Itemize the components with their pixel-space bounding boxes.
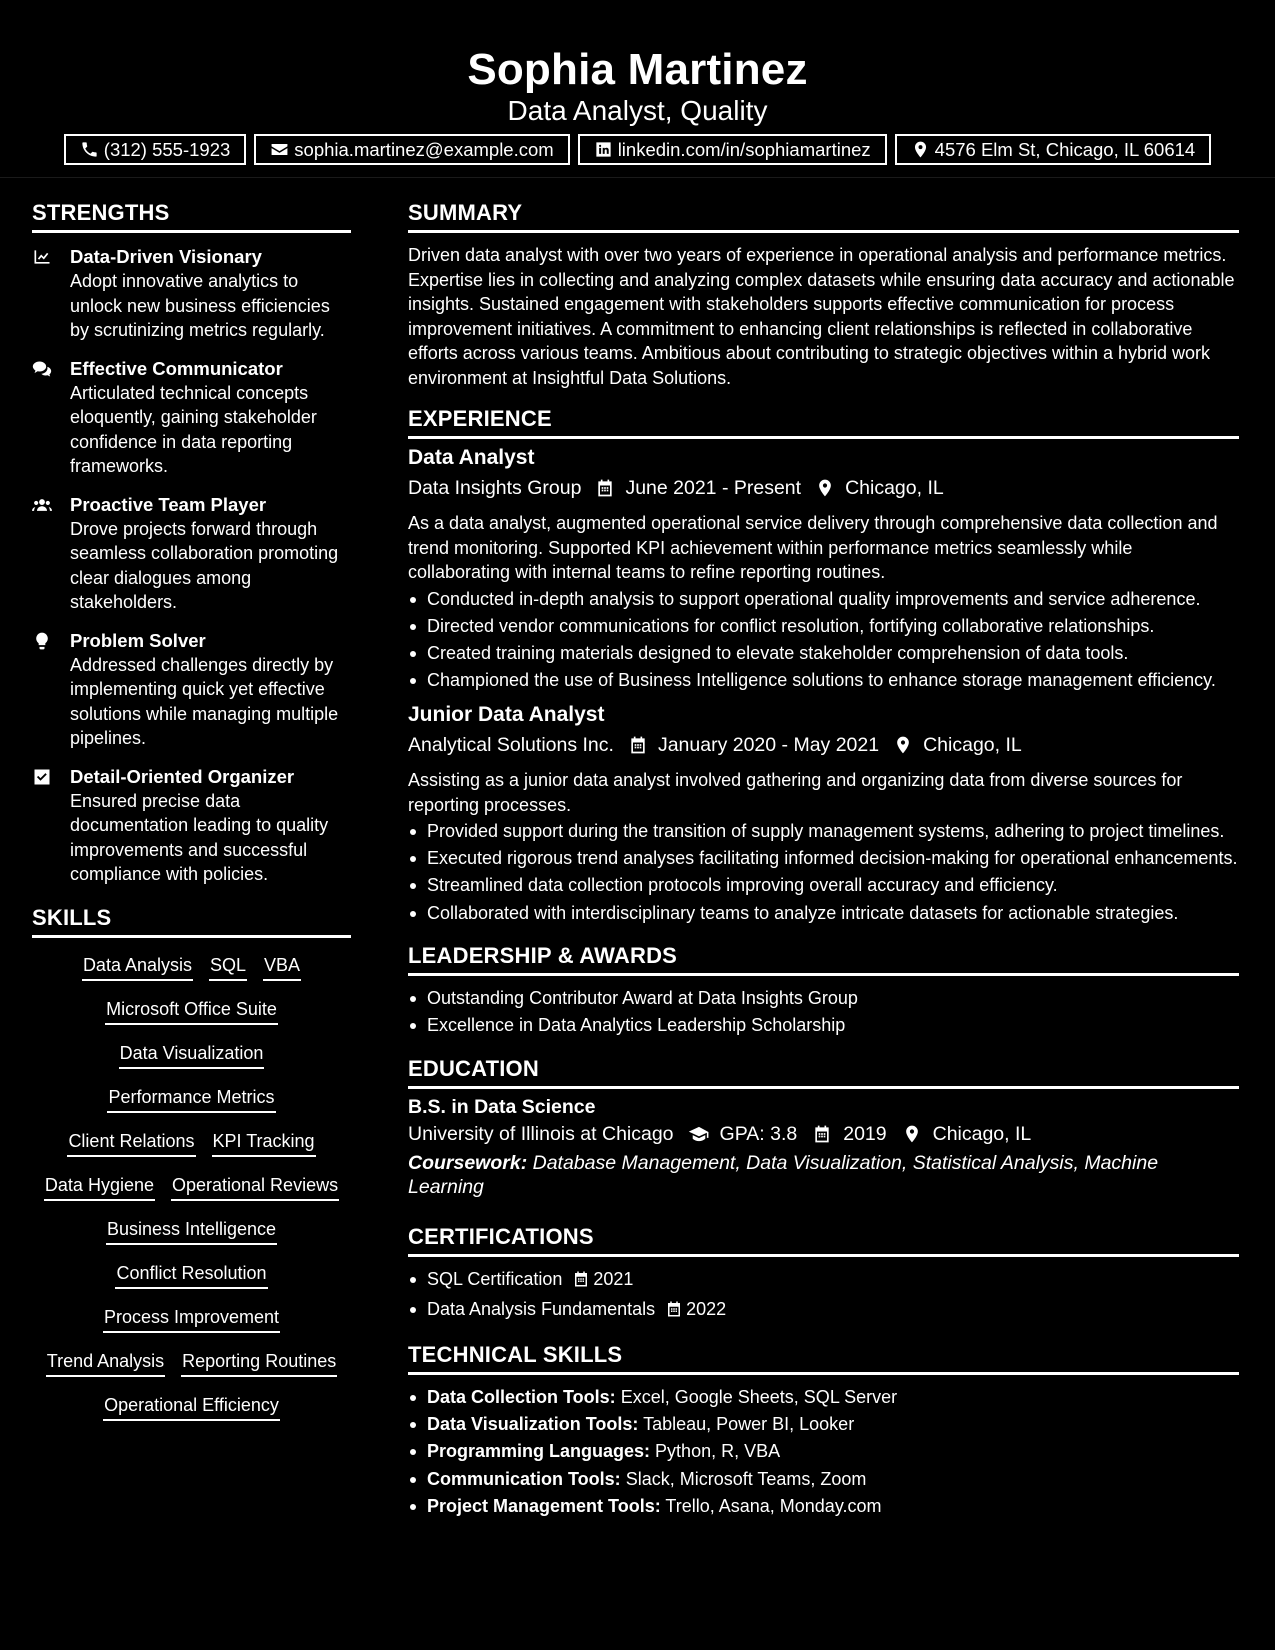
contact-bar: [0, 134, 1275, 165]
calendar-icon: [665, 1300, 683, 1318]
tech-value: Trello, Asana, Monday.com: [665, 1495, 882, 1516]
linkedin-text: linkedin.com/in/sophiamartinez: [617, 138, 871, 160]
graduation-year: 2019: [843, 1122, 887, 1145]
list-item: [408, 1439, 1239, 1464]
phone-text: (312) 555-1923: [103, 138, 231, 160]
school-name: University of Illinois at Chicago: [408, 1122, 674, 1145]
contact-phone[interactable]: [64, 134, 247, 165]
certifications-heading: CERTIFICATIONS: [408, 1220, 1239, 1257]
summary-section: [408, 196, 1239, 390]
list-item: [408, 1297, 1239, 1325]
chart-line-icon: [32, 247, 52, 267]
strength-desc: Drove projects forward through seamless collaboration promoting clear dialogues among stakeholders.: [70, 518, 339, 612]
list-item: Conducted in-depth analysis to support operational quality improvements and service adherence.: [408, 587, 1239, 612]
strength-desc: Adopt innovative analytics to unlock new business efficiencies by scrutinizing metrics regularly.: [70, 271, 330, 340]
tech-label: Project Management Tools:: [427, 1495, 661, 1516]
list-item: [408, 1494, 1239, 1519]
job-description: Assisting as a junior data analyst involved gathering and organizing data from diverse sources for reporting processes.: [408, 770, 1183, 815]
strengths-list: [32, 243, 351, 887]
leadership-heading: LEADERSHIP & AWARDS: [408, 939, 1239, 976]
candidate-title: Data Analyst, Quality: [507, 95, 768, 126]
location-pin-icon: [901, 1124, 923, 1144]
lightbulb-icon: [32, 631, 52, 651]
check-square-icon: [32, 767, 52, 787]
list-item: Excellence in Data Analytics Leadership Scholarship: [408, 1013, 1239, 1038]
strengths-heading: STRENGTHS: [32, 196, 351, 233]
skill-tag: Operational Reviews: [171, 1172, 339, 1201]
skill-tag: Process Improvement: [103, 1304, 280, 1333]
contact-linkedin[interactable]: [578, 134, 887, 165]
contact-address[interactable]: [895, 134, 1212, 165]
list-item: Created training materials designed to elevate stakeholder comprehension of data tools.: [408, 641, 1239, 666]
strength-desc: Ensured precise data documentation leading to quality improvements and successful compliance with policies.: [70, 790, 329, 884]
skill-tag: Performance Metrics: [107, 1084, 275, 1113]
certifications-section: [408, 1220, 1239, 1325]
skill-tag: Reporting Routines: [181, 1348, 337, 1377]
skill-tag: Data Analysis: [82, 952, 193, 981]
strength-title: Effective Communicator: [70, 357, 283, 379]
list-item: Directed vendor communications for conflict resolution, fortifying collaborative relationships.: [408, 614, 1239, 639]
phone-icon: [80, 140, 99, 159]
cert-year: 2022: [686, 1298, 727, 1319]
job-dates: June 2021 - Present: [625, 477, 802, 499]
skill-tag: KPI Tracking: [212, 1128, 316, 1157]
coursework: [408, 1151, 1239, 1200]
school-location: Chicago, IL: [932, 1122, 1032, 1145]
location-pin-icon: [815, 478, 835, 498]
users-icon: [32, 495, 52, 515]
strength-desc: Addressed challenges directly by implementing quick yet effective solutions while managing multiple pipelines.: [70, 654, 339, 748]
strength-title: Detail-Oriented Organizer: [70, 765, 295, 787]
calendar-icon: [572, 1270, 590, 1288]
tech-label: Data Visualization Tools:: [427, 1414, 639, 1435]
strength-desc: Articulated technical concepts eloquently, gaining stakeholder confidence in data reporting frameworks.: [70, 382, 317, 476]
skill-tag: Conflict Resolution: [115, 1260, 267, 1289]
education-heading: EDUCATION: [408, 1052, 1239, 1089]
calendar-icon: [628, 735, 648, 755]
address-text: 4576 Elm St, Chicago, IL 60614: [934, 138, 1196, 160]
cert-name: SQL Certification: [427, 1268, 563, 1289]
job-location: Chicago, IL: [845, 477, 944, 499]
strength-title: Proactive Team Player: [70, 493, 267, 515]
location-pin-icon: [911, 140, 930, 159]
job-meta: [408, 473, 1239, 503]
right-column: [408, 196, 1239, 1521]
coursework-text: Database Management, Data Visualization, Statistical Analysis, Machine Learning: [408, 1151, 1159, 1199]
envelope-icon: [270, 140, 289, 159]
list-item: Collaborated with interdisciplinary teams to analyze intricate datasets for actionable strategies.: [408, 901, 1239, 926]
candidate-name: Sophia Martinez: [467, 45, 808, 94]
cert-name: Data Analysis Fundamentals: [427, 1298, 656, 1319]
job-bullets: [408, 819, 1239, 925]
job-bullets: [408, 587, 1239, 693]
leadership-list: [408, 986, 1239, 1038]
job-description: As a data analyst, augmented operational service delivery through comprehensive data collection and trend monitoring. Supported KPI achievement within performance metrics seamlessly while collaborating with internal teams to refine reporting routines.: [408, 513, 1218, 582]
skill-tag: Business Intelligence: [106, 1216, 277, 1245]
job-entry: [408, 700, 1239, 925]
strength-title: Data-Driven Visionary: [70, 246, 262, 267]
linkedin-icon: [594, 140, 613, 159]
strength-item: [32, 245, 351, 343]
contact-email[interactable]: [254, 134, 569, 165]
strength-item: [32, 493, 351, 615]
skill-tag: Client Relations: [67, 1128, 195, 1157]
experience-heading: EXPERIENCE: [408, 402, 1239, 439]
list-item: Championed the use of Business Intelligence solutions to enhance storage management efficiency.: [408, 668, 1239, 693]
tech-label: Data Collection Tools:: [427, 1387, 616, 1408]
left-column: [32, 196, 351, 1436]
experience-section: [408, 402, 1239, 925]
job-location: Chicago, IL: [923, 734, 1022, 757]
tech-value: Slack, Microsoft Teams, Zoom: [625, 1468, 867, 1489]
tech-value: Python, R, VBA: [655, 1441, 781, 1462]
list-item: Executed rigorous trend analyses facilitating informed decision-making for operational enhancements.: [408, 846, 1239, 871]
strength-item: [32, 357, 351, 479]
technical-skills-section: [408, 1338, 1239, 1518]
cert-year: 2021: [593, 1268, 634, 1289]
certifications-list: [408, 1267, 1239, 1325]
tech-value: Excel, Google Sheets, SQL Server: [620, 1387, 898, 1408]
tech-label: Communication Tools:: [427, 1468, 621, 1489]
technical-skills-list: [408, 1385, 1239, 1518]
education-section: [408, 1052, 1239, 1200]
graduation-cap-icon: [688, 1124, 710, 1144]
strength-item: [32, 765, 351, 887]
skill-tag: Microsoft Office Suite: [105, 996, 278, 1025]
skills-heading: SKILLS: [32, 901, 351, 938]
degree-title: B.S. in Data Science: [408, 1095, 596, 1118]
job-title: Data Analyst: [408, 446, 535, 469]
job-title: Junior Data Analyst: [408, 703, 605, 727]
job-dates: January 2020 - May 2021: [657, 734, 880, 757]
skill-tag: VBA: [263, 952, 301, 981]
tech-value: Tableau, Power BI, Looker: [643, 1414, 855, 1435]
job-company: Data Insights Group: [408, 477, 582, 499]
education-meta: [408, 1119, 1239, 1149]
skill-tag: Data Hygiene: [44, 1172, 155, 1201]
list-item: Outstanding Contributor Award at Data Insights Group: [408, 986, 1239, 1011]
list-item: Streamlined data collection protocols improving overall accuracy and efficiency.: [408, 873, 1239, 898]
resume-header: [0, 0, 1275, 178]
tech-label: Programming Languages:: [427, 1441, 651, 1462]
summary-text: Driven data analyst with over two years of experience in operational analysis and performance metrics. Expertise lies in collecting and analyzing complex datasets while ensuring data accuracy and actionable insights. Sustained engagement with stakeholders supports effective communication for process improvement initiatives. A commitment to enhancing client relationships is reflected in collaborative efforts across various teams. Ambitious about contributing to strategic objectives within a hybrid work environment at Insightful Data Solutions.: [408, 245, 1235, 388]
skill-tag: Data Visualization: [119, 1040, 265, 1069]
skill-tag: SQL: [209, 952, 247, 981]
leadership-section: [408, 939, 1239, 1038]
job-meta: [408, 730, 1239, 760]
calendar-icon: [811, 1124, 833, 1144]
gpa-text: GPA: 3.8: [719, 1122, 798, 1145]
skill-tag: Operational Efficiency: [103, 1392, 280, 1421]
summary-heading: SUMMARY: [408, 196, 1239, 233]
list-item: [408, 1385, 1239, 1410]
skills-list: [32, 948, 351, 1436]
location-pin-icon: [893, 735, 913, 755]
list-item: [408, 1267, 1239, 1295]
list-item: [408, 1412, 1239, 1437]
job-company: Analytical Solutions Inc.: [408, 734, 614, 757]
skill-tag: Trend Analysis: [46, 1348, 165, 1377]
job-entry: [408, 443, 1239, 692]
calendar-icon: [595, 478, 615, 498]
comments-icon: [32, 359, 52, 379]
coursework-label: Coursework:: [408, 1151, 528, 1174]
strength-title: Problem Solver: [70, 629, 206, 651]
strength-item: [32, 629, 351, 751]
email-text: sophia.martinez@example.com: [294, 138, 554, 160]
list-item: [408, 1467, 1239, 1492]
technical-skills-heading: TECHNICAL SKILLS: [408, 1338, 1239, 1375]
list-item: Provided support during the transition of supply management systems, adhering to project timelines.: [408, 819, 1239, 844]
